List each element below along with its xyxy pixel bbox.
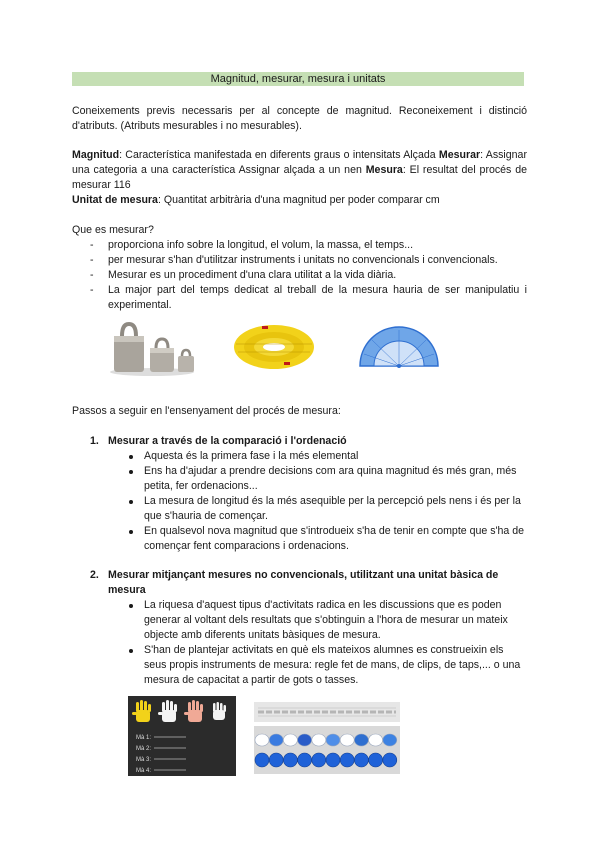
bottle-cap xyxy=(354,753,368,767)
step-2-bullets xyxy=(126,598,526,688)
step-2-heading xyxy=(90,568,527,598)
list-item: La riquesa d'aquest tipus d'activitats radica en les discussions que es poden generar al voltant dels resultats que s'obtinguin a l'hora de mesurar un mateix objecte amb diferents unitats bàsiques de mesura. xyxy=(126,598,526,643)
def-mesurar: : Assignar una categoria a una característica Assignar alçada a un nen xyxy=(72,149,527,176)
bottle-cap xyxy=(312,734,326,746)
list-item: S'han de plantejar activitats en què els mateixos alumnes es construeixin els seus propis instruments de mesura: regle fet de mans, de clips, de taps,... o una mesura de capacitat a partir de gots o tasses. xyxy=(126,643,526,688)
tape-measure-image xyxy=(232,322,316,372)
term-mesurar: Mesurar xyxy=(438,149,481,161)
step-title: Mesurar a través de la comparació i l'ordenació xyxy=(108,435,347,447)
list-item: En qualsevol nova magnitud que s'introdueix s'ha de tenir en compte que s'ha de començar fent comparacions i ordenacions. xyxy=(126,524,526,554)
bottle-cap xyxy=(340,734,354,746)
list-item: - La major part del temps dedicat al treball de la mesura hauria de ser manipulatiu i experimental. xyxy=(72,283,527,313)
list-item: - proporciona info sobre la longitud, el volum, la massa, el temps... xyxy=(72,238,527,253)
bottle-cap xyxy=(298,734,312,746)
bottle-cap xyxy=(354,734,368,746)
question-heading: Que es mesurar? xyxy=(72,224,154,236)
bottle-cap xyxy=(283,753,297,767)
bottle-cap xyxy=(369,753,383,767)
term-mesura: Mesura xyxy=(365,164,403,176)
step-number: 1. xyxy=(90,435,99,447)
bottle-cap xyxy=(312,753,326,767)
bottle-cap xyxy=(255,734,269,746)
page-title: Magnitud, mesurar, mesura i unitats xyxy=(72,72,524,86)
bottle-cap xyxy=(255,753,269,767)
bottle-cap xyxy=(269,753,283,767)
chalk-label: Mà 2: xyxy=(136,746,152,752)
list-item: Aquesta és la primera fase i la més elemental xyxy=(126,449,526,464)
bottle-cap xyxy=(269,734,283,746)
chalk-label: Mà 4: xyxy=(136,768,152,774)
bottle-cap xyxy=(326,734,340,746)
bottle-cap xyxy=(326,753,340,767)
def-magnitud: : Característica manifestada en diferents graus o intensitats Alçada xyxy=(119,149,439,161)
list-item: - Mesurar es un procediment d'una clara utilitat a la vida diària. xyxy=(72,268,527,283)
list-item: La mesura de longitud és la més asequible per la percepció pels nens i és per la que s'hauria de començar. xyxy=(126,494,526,524)
bottle-cap xyxy=(369,734,383,746)
step-number: 2. xyxy=(90,569,99,581)
protractor-image xyxy=(358,322,440,368)
chalk-label: Mà 1: xyxy=(136,735,152,741)
bottle-cap xyxy=(383,753,397,767)
step-1-bullets xyxy=(126,449,526,554)
intro-paragraph: Coneixements previs necessaris per al concepte de magnitud. Reconeixement i distinció d'atributs. (Atributs mesurables i no mesurables). xyxy=(72,105,527,132)
list-item: - per mesurar s'han d'utilitzar instruments i unitats no convencionals i convencionals. xyxy=(72,253,527,268)
step-title: Mesurar mitjançant mesures no convencionals, utilitzant una unitat bàsica de mesura xyxy=(108,569,499,596)
bottle-cap xyxy=(298,753,312,767)
weights-image xyxy=(108,318,196,376)
definition-unitat xyxy=(72,193,527,208)
bottle-caps-image xyxy=(254,726,400,774)
list-item: Ens ha d'ajudar a prendre decisions com ara quina magnitud és més gran, més petita, fer ordenacions... xyxy=(126,464,526,494)
bottle-cap xyxy=(283,734,297,746)
bottle-cap xyxy=(340,753,354,767)
chalkboard-hands-image xyxy=(128,696,236,776)
step-1-heading xyxy=(90,434,527,449)
def-mesura: : El resultat del procés de mesurar 116 xyxy=(72,164,528,191)
term-magnitud: Magnitud xyxy=(72,149,120,161)
chalk-label: Mà 3: xyxy=(136,757,152,763)
dash-list xyxy=(72,238,527,313)
def-unitat: : Quantitat arbitrària d'una magnitud per poder comparar cm xyxy=(157,194,440,206)
term-unitat: Unitat de mesura xyxy=(72,194,158,206)
definitions-paragraph xyxy=(72,148,527,193)
clips-strip-image xyxy=(254,702,400,722)
bottle-cap xyxy=(383,734,397,746)
steps-intro: Passos a seguir en l'ensenyament del procés de mesura: xyxy=(72,405,341,417)
